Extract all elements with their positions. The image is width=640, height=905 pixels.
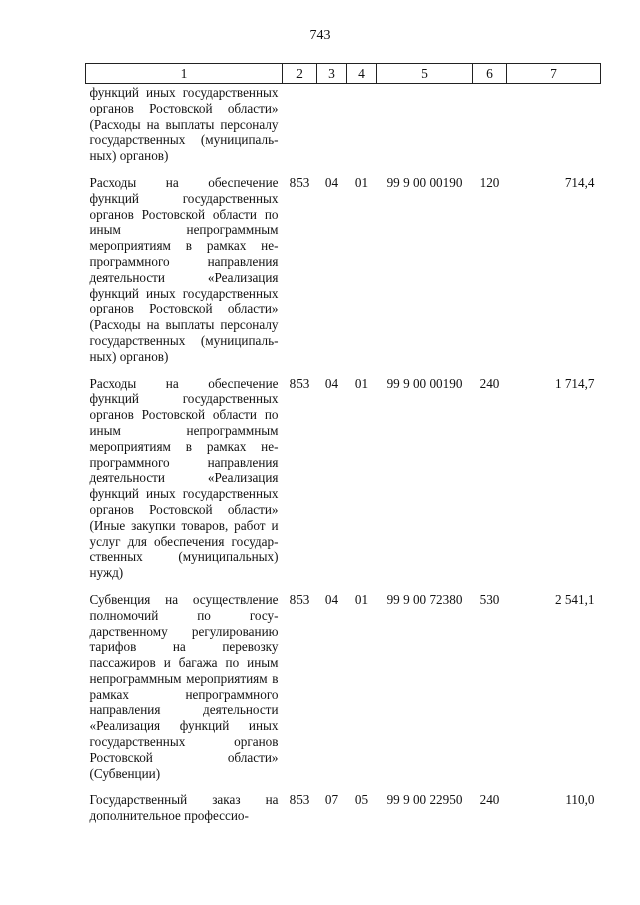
row-description: Расходы на обеспечение функций государственных органов Ростовской области по иным непрограммным мероприятиям в рамках непрограммного направления деятельности «Реализация функций иных государственных органов Ростовской области» (Расходы на выплаты персоналу государственных (муниципальных) органов)	[89, 174, 279, 364]
expense-type-code: 240	[479, 792, 500, 808]
amount: 714,4	[564, 174, 595, 190]
column-header: 4	[347, 64, 377, 84]
column-header: 6	[473, 64, 507, 84]
expense-type-code: 120	[479, 174, 500, 190]
table-row	[86, 592, 601, 793]
subsection-code: 01	[354, 174, 369, 190]
expense-type-code: 240	[479, 375, 500, 391]
table-row	[86, 792, 601, 835]
amount: 2 541,1	[554, 591, 595, 607]
admin-code: 853	[289, 792, 310, 808]
section-code	[317, 84, 347, 175]
row-description: Расходы на обеспечение функций государственных органов Ростовской области по иным непрограммным мероприятиям в рамках непрограммного направления деятельности «Реализация функций иных государственных органов Ростовской области» (Иные закупки товаров, работ и услуг для обеспечения государственных (муниципальных) нужд)	[89, 375, 279, 581]
row-description: функций иных государственных органов Ростовской области» (Расходы на выплаты персоналу государственных (муниципальных) органов)	[89, 85, 279, 164]
section-code: 04	[324, 174, 339, 190]
expense-type-code: 530	[479, 591, 500, 607]
amount	[507, 84, 601, 175]
target-code: 99 9 00 22950	[386, 792, 463, 808]
row-description: Субвенция на осуществление полномочий по государственному регулированию тарифов на перевозку пассажиров и багажа по иным непрограммным мероприятиям в рамках непрограммного направления деятельности «Реализация функций иных государственных органов Ростовской области» (Субвенции)	[89, 591, 279, 781]
column-header: 5	[377, 64, 473, 84]
target-code: 99 9 00 00190	[386, 174, 463, 190]
section-code: 04	[324, 375, 339, 391]
budget-table	[85, 63, 601, 835]
target-code	[377, 84, 473, 175]
admin-code: 853	[289, 174, 310, 190]
section-code: 07	[324, 792, 339, 808]
amount: 110,0	[565, 792, 595, 808]
section-code: 04	[324, 591, 339, 607]
expense-type-code	[473, 84, 507, 175]
subsection-code: 01	[354, 375, 369, 391]
table-row	[86, 376, 601, 592]
page-number: 743	[309, 28, 331, 43]
subsection-code: 05	[354, 792, 369, 808]
admin-code: 853	[289, 375, 310, 391]
subsection-code: 01	[354, 591, 369, 607]
column-header: 7	[507, 64, 601, 84]
table-row	[86, 175, 601, 376]
subsection-code	[347, 84, 377, 175]
row-description: Государственный заказ на дополнительное профессио-	[89, 792, 279, 824]
column-header: 2	[283, 64, 317, 84]
target-code: 99 9 00 00190	[386, 375, 463, 391]
table-row	[86, 84, 601, 175]
target-code: 99 9 00 72380	[386, 591, 463, 607]
admin-code	[283, 84, 317, 175]
admin-code: 853	[289, 591, 310, 607]
amount: 1 714,7	[554, 375, 595, 391]
column-header: 3	[317, 64, 347, 84]
column-header: 1	[86, 64, 283, 84]
column-number-row	[86, 64, 601, 84]
